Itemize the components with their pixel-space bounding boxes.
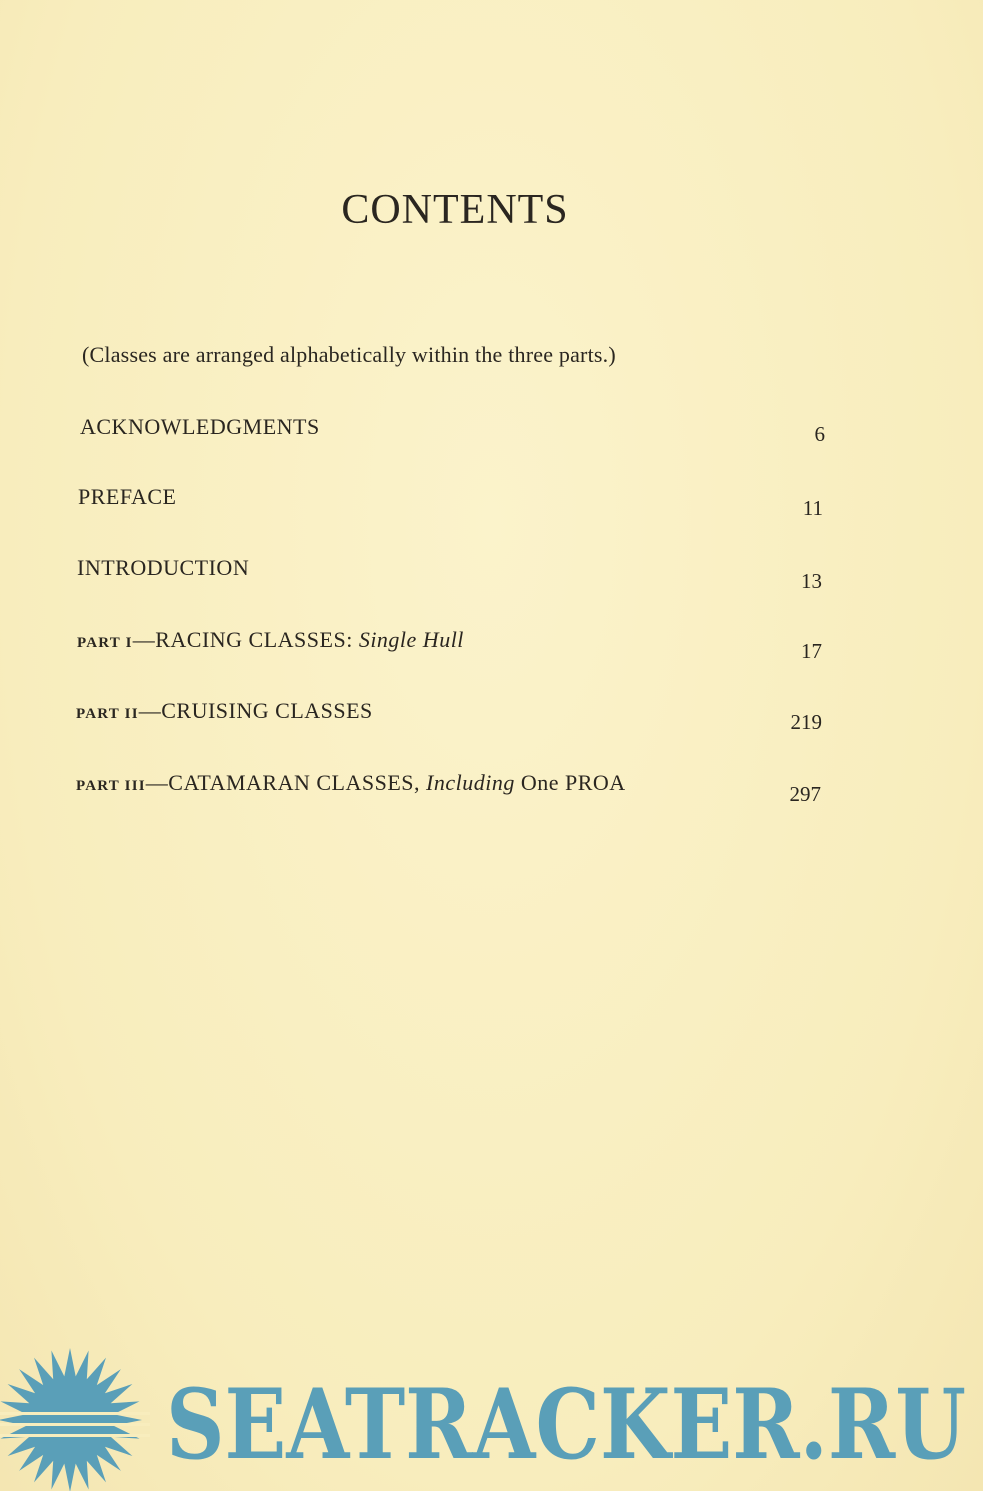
toc-entry-title [76, 698, 373, 724]
toc-entry-part-1[interactable] [77, 627, 825, 671]
page-title: CONTENTS [341, 187, 569, 233]
toc-entry-page: 11 [802, 496, 823, 520]
toc-entry-page: 297 [789, 782, 821, 806]
toc-entry-acknowledgments[interactable] [77, 414, 825, 458]
watermark-logo [0, 1340, 983, 1491]
part-title: —CRUISING CLASSES [138, 698, 373, 723]
toc-entry-part-3[interactable] [77, 770, 825, 814]
toc-entry-page: 219 [790, 710, 822, 734]
part-label: PART II [76, 706, 139, 722]
toc-entry-page: 17 [801, 639, 822, 663]
part-title: —CATAMARAN CLASSES, [145, 770, 427, 795]
toc-entry-introduction[interactable] [77, 555, 825, 599]
part-subtitle: Single Hull [358, 627, 464, 652]
toc-entry-title [77, 627, 464, 653]
toc-entry-title [76, 770, 626, 796]
arrangement-note: (Classes are arranged alphabetically within the three parts.) [82, 342, 616, 367]
toc-entry-page: 13 [801, 569, 822, 593]
sun-icon [0, 1348, 150, 1491]
part-subtitle: Including [426, 770, 515, 795]
toc-entry-preface[interactable] [77, 484, 825, 528]
part-label: PART III [76, 778, 146, 794]
toc-entry-title: ACKNOWLEDGMENTS [80, 414, 320, 439]
toc-entry-page: 6 [814, 422, 825, 446]
toc-entry-title: INTRODUCTION [77, 555, 250, 580]
part-title-tail: One PROA [514, 770, 626, 795]
part-title: —RACING CLASSES: [132, 627, 359, 652]
watermark-text: SEATRACKER.RU [166, 1368, 966, 1481]
part-label: PART I [77, 635, 133, 651]
toc-entry-title: PREFACE [78, 484, 177, 509]
toc-entry-part-2[interactable] [77, 698, 825, 742]
